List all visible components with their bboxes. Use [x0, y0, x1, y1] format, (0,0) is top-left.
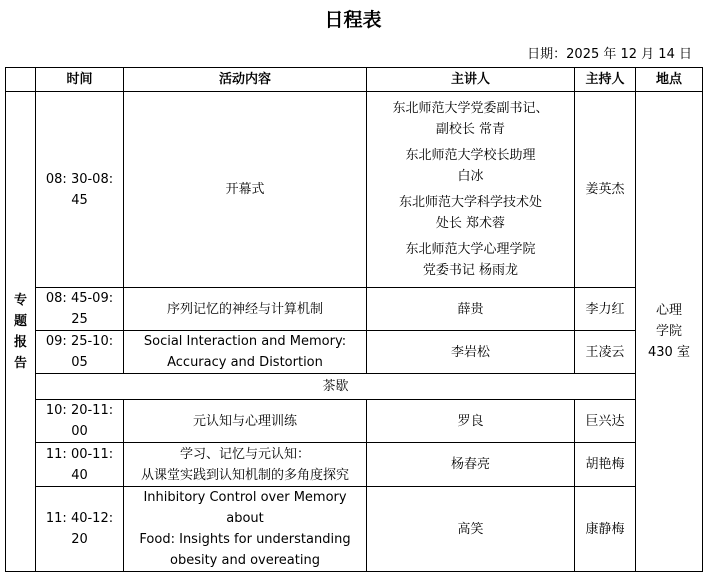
- speaker-cell: 李岩松: [367, 331, 575, 374]
- time-cell: 11: 40-12: 20: [36, 487, 124, 572]
- table-row: [6, 92, 703, 288]
- host-cell: 康静梅: [575, 487, 636, 572]
- content-cell: Inhibitory Control over Memory about Food: Insights for understanding obesity and overeating: [124, 487, 367, 572]
- table-row: [6, 288, 703, 331]
- speaker-entry: 东北师范大学校长助理 白冰: [405, 148, 536, 184]
- table-row: [6, 400, 703, 443]
- content-cell: Social Interaction and Memory: Accuracy and Distortion: [124, 331, 367, 374]
- header-venue: 地点: [636, 68, 703, 92]
- content-cell: 开幕式: [124, 92, 367, 288]
- table-row: [6, 331, 703, 374]
- schedule-date: 日期：2025 年 12 月 14 日: [527, 47, 692, 62]
- speaker-entry: 东北师范大学科学技术处 处长 郑术蓉: [398, 195, 542, 231]
- host-cell: 王凌云: [575, 331, 636, 374]
- header-blank: [6, 68, 36, 92]
- break-row: [6, 374, 703, 400]
- venue-cell: 心理 学院 430 室: [636, 92, 703, 572]
- header-speaker: 主讲人: [367, 68, 575, 92]
- time-cell: 11: 00-11: 40: [36, 443, 124, 487]
- content-cell: 学习、记忆与元认知： 从课堂实践到认知机制的多角度探究: [124, 443, 367, 487]
- content-cell: 元认知与心理训练: [124, 400, 367, 443]
- header-row: [6, 68, 703, 92]
- speaker-entry: 东北师范大学心理学院 党委书记 杨雨龙: [405, 242, 536, 278]
- host-cell: 李力红: [575, 288, 636, 331]
- header-time: 时间: [36, 68, 124, 92]
- time-cell: 08: 45-09: 25: [36, 288, 124, 331]
- host-cell: 巨兴达: [575, 400, 636, 443]
- speaker-entry: 东北师范大学党委副书记、 副校长 常青: [392, 101, 549, 137]
- page-title: 日程表: [324, 9, 382, 31]
- host-cell: 胡艳梅: [575, 443, 636, 487]
- speaker-cell: 杨春亮: [367, 443, 575, 487]
- host-cell: 姜英杰: [575, 92, 636, 288]
- header-content: 活动内容: [124, 68, 367, 92]
- section-label: 专 题 报 告: [6, 92, 36, 572]
- schedule-table: [5, 67, 703, 572]
- content-cell: 序列记忆的神经与计算机制: [124, 288, 367, 331]
- speaker-cell: [367, 92, 575, 288]
- speaker-cell: 罗良: [367, 400, 575, 443]
- table-row: [6, 487, 703, 572]
- header-host: 主持人: [575, 68, 636, 92]
- time-cell: 08: 30-08: 45: [36, 92, 124, 288]
- time-cell: 10: 20-11: 00: [36, 400, 124, 443]
- table-row: [6, 443, 703, 487]
- break-cell: 茶歇: [36, 374, 636, 400]
- time-cell: 09: 25-10: 05: [36, 331, 124, 374]
- speaker-cell: 高笑: [367, 487, 575, 572]
- speaker-cell: 薛贵: [367, 288, 575, 331]
